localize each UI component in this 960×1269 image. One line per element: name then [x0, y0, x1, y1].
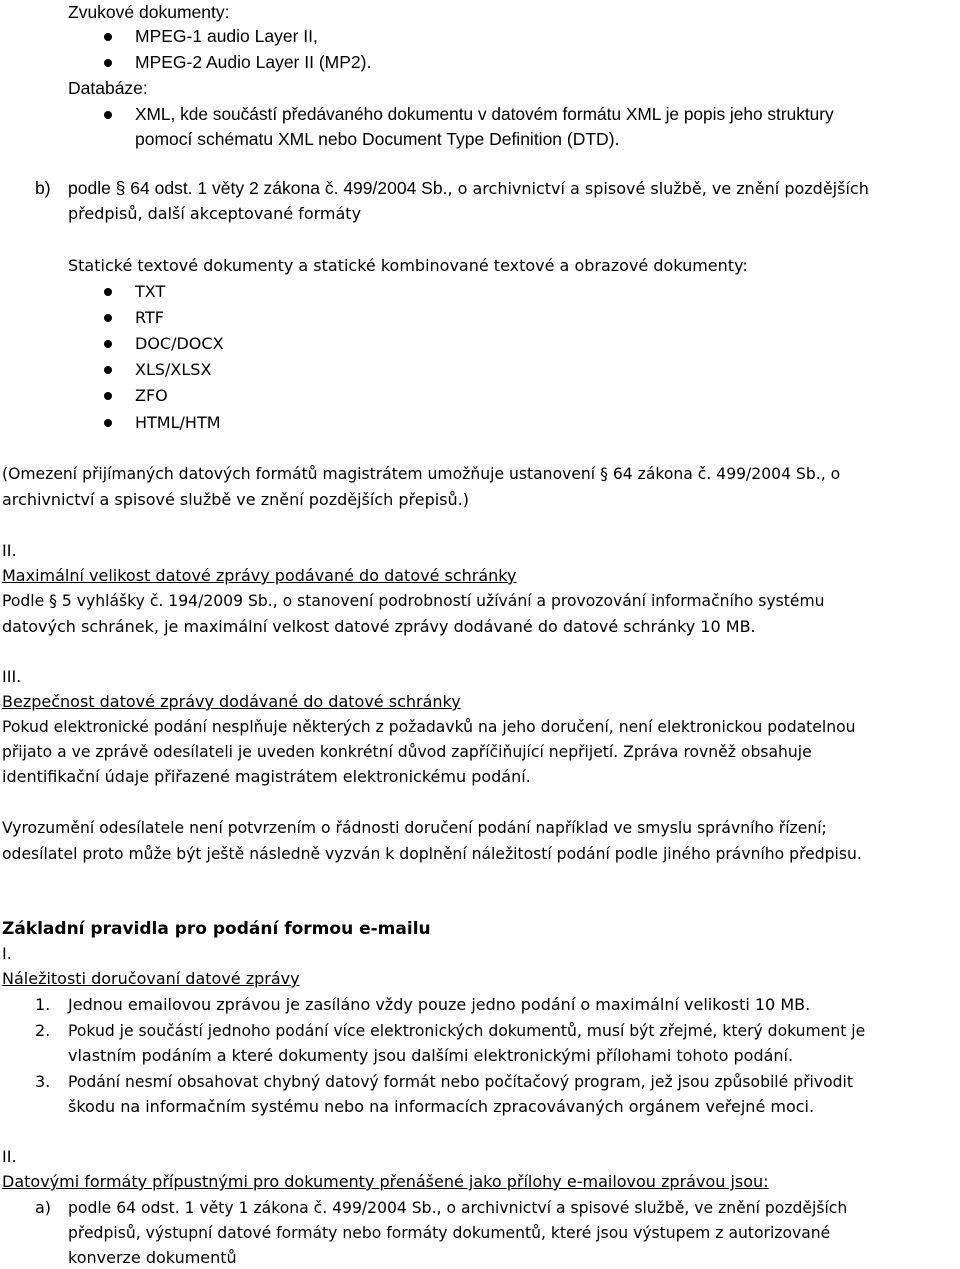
- bullet-icon: [104, 288, 112, 296]
- section3-title: Bezpečnost datové zprávy dodávané do datové schránky: [2, 692, 461, 711]
- bullet-icon: [104, 340, 112, 348]
- format-item: HTML/HTM: [135, 413, 221, 432]
- bullet-icon: [104, 33, 112, 41]
- format-item: ZFO: [135, 386, 168, 405]
- format-item: TXT: [135, 282, 166, 301]
- section-a-marker: a): [35, 1198, 52, 1217]
- format-item: RTF: [135, 308, 164, 327]
- section2-title: Maximální velikost datové zprávy podávané do datové schránky: [2, 566, 517, 585]
- format-item: XLS/XLSX: [135, 360, 212, 379]
- list-item-number: 1.: [35, 995, 51, 1014]
- section-a-line2: předpisů, výstupní datové formáty nebo formáty dokumentů, které jsou výstupem z autorizované: [68, 1224, 831, 1242]
- bullet-icon: [104, 366, 112, 374]
- section2-line2: datových schránek, je maximální velkost datové zprávy dodávané do datové schránky 10 MB.: [2, 617, 756, 636]
- format-item: DOC/DOCX: [135, 334, 224, 353]
- db-heading: Databáze:: [68, 78, 148, 98]
- section3-p1-line3: identifikační údaje přiřazené magistrátem elektronickému podání.: [2, 767, 531, 786]
- section-b-line2: předpisů, další akceptované formáty: [68, 204, 362, 223]
- bullet-icon: [104, 111, 112, 119]
- section3-p2-line2: odesílatel proto může být ještě následně vyzván k doplnění náležitostí podání podle jiného právního předpisu.: [2, 845, 862, 863]
- bullet-icon: [104, 59, 112, 67]
- section2-line1: Podle § 5 vyhlášky č. 194/2009 Sb., o stanovení podrobností užívání a provozování informačního systému: [2, 592, 825, 610]
- email-sec1-title: Náležitosti doručovaní datové zprávy: [2, 969, 300, 988]
- bullet-icon: [104, 419, 112, 427]
- section3-p2-line1: Vyrozumění odesílatele není potvrzením o řádnosti doručení podání například ve smyslu správního řízení;: [2, 819, 827, 837]
- db-item-line2: pomocí schématu XML nebo Document Type Definition (DTD).: [135, 129, 620, 149]
- section-a-line1: podle 64 odst. 1 věty 1 zákona č. 499/2004 Sb., o archivnictví a spisové službě, ve znění pozdějších: [68, 1199, 848, 1217]
- list-item-number: 3.: [35, 1072, 51, 1091]
- email-sec2-title: Datovými formáty přípustnými pro dokumenty přenášené jako přílohy e-mailovou zprávou jsou:: [2, 1172, 769, 1191]
- db-item-line1: XML, kde součástí předávaného dokumentu v datovém formátu XML je popis jeho struktury: [135, 104, 834, 124]
- section2-numeral: II.: [2, 541, 17, 560]
- email-heading: Základní pravidla pro podání formou e-mailu: [2, 919, 431, 939]
- section3-numeral: III.: [2, 667, 22, 686]
- section3-p1-line2: přijato a ve zprávě odesílateli je uveden konkrétní důvod zapříčiňující nepřijetí. Zpráva rovněž obsahuje: [2, 743, 812, 761]
- list-item-number: 2.: [35, 1021, 51, 1040]
- list-item: Podání nesmí obsahovat chybný datový formát nebo počítačový program, jež jsou způsobilé přivodit: [68, 1073, 853, 1091]
- list-item: Pokud je součástí jednoho podání více elektronických dokumentů, musí být zřejmé, který dokument je: [68, 1022, 866, 1040]
- section3-p1-line1: Pokud elektronické podání nesplňuje některých z požadavků na jeho doručení, není elektronickou podatelnou: [2, 718, 856, 736]
- bullet-icon: [104, 392, 112, 400]
- email-sec1-numeral: I.: [2, 944, 12, 963]
- audio-heading: Zvukové dokumenty:: [68, 2, 230, 22]
- section-b-line1: podle § 64 odst. 1 věty 2 zákona č. 499/2004 Sb., o archivnictví a spisové službě, ve znění pozdějších: [68, 178, 869, 198]
- list-item: škodu na informačním systému nebo na informacích zpracovávaných orgánem veřejné moci.: [68, 1097, 815, 1116]
- section-b-marker: b): [35, 178, 51, 198]
- static-docs-heading: Statické textové dokumenty a statické kombinované textové a obrazové dokumenty:: [68, 256, 748, 275]
- list-item: vlastním podáním a které dokumenty jsou dalšími elektronickými přílohami tohoto podání.: [68, 1046, 794, 1065]
- list-item: Jednou emailovou zprávou je zasíláno vždy pouze jedno podání o maximální velikosti 10 MB.: [68, 995, 811, 1014]
- email-sec2-numeral: II.: [2, 1147, 17, 1166]
- restriction-line1: (Omezení přijímaných datových formátů magistrátem umožňuje ustanovení § 64 zákona č. 499/2004 Sb., o: [2, 465, 841, 483]
- audio-item: MPEG-1 audio Layer II,: [135, 26, 318, 46]
- audio-item: MPEG-2 Audio Layer II (MP2).: [135, 52, 372, 72]
- section-a-line3: konverze dokumentů: [68, 1248, 237, 1267]
- bullet-icon: [104, 314, 112, 322]
- restriction-line2: archivnictví a spisové službě ve znění pozdějších přepisů.): [2, 490, 469, 509]
